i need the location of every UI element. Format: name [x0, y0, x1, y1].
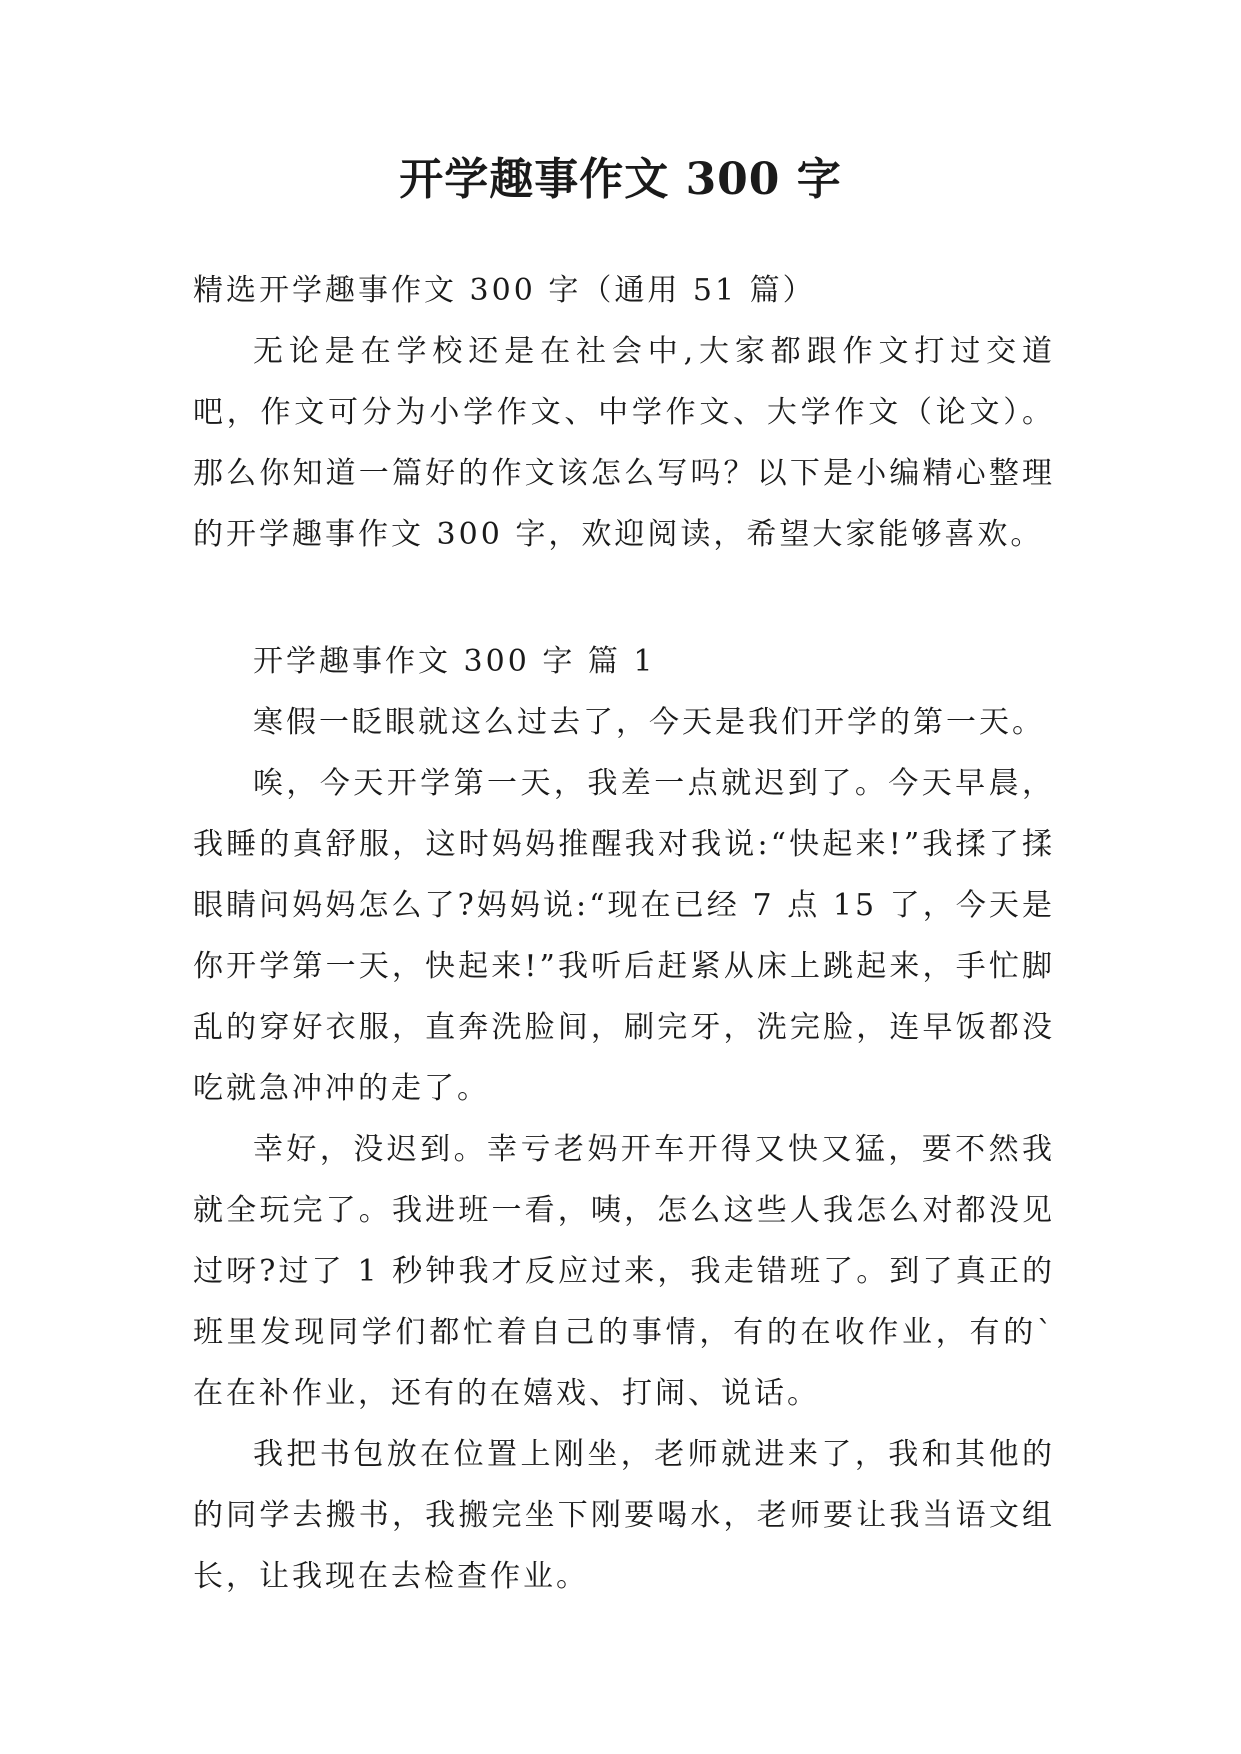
body-paragraph: 寒假一眨眼就这么过去了，今天是我们开学的第一天。	[253, 705, 1045, 740]
document-body	[193, 260, 1055, 1607]
body-paragraph: 幸好，没迟到。幸亏老妈开车开得又快又猛，要不然我就全玩完了。我进班一看，咦，怎么这些人我怎么对都没见过呀?过了 1 秒钟我才反应过来，我走错班了。到了真正的班里发现同学们都忙着自己的事情，有的在收作业，有的`在在补作业，还有的在嬉戏、打闹、说话。	[193, 1132, 1055, 1411]
document-subtitle: 精选开学趣事作文 300 字（通用 51 篇）	[193, 273, 816, 308]
intro-paragraph: 无论是在学校还是在社会中,大家都跟作文打过交道吧，作文可分为小学作文、中学作文、大学作文（论文）。那么你知道一篇好的作文该怎么写吗？以下是小编精心整理的开学趣事作文 300 字，欢迎阅读，希望大家能够喜欢。	[193, 334, 1055, 552]
body-paragraph: 我把书包放在位置上刚坐，老师就进来了，我和其他的的同学去搬书，我搬完坐下刚要喝水，老师要让我当语文组长，让我现在去检查作业。	[193, 1437, 1055, 1594]
document-title: 开学趣事作文 300 字	[399, 154, 842, 205]
body-paragraph: 唉，今天开学第一天，我差一点就迟到了。今天早晨，我睡的真舒服，这时妈妈推醒我对我说:“快起来!”我揉了揉眼睛问妈妈怎么了?妈妈说:“现在已经 7 点 15 了，今天是你开学第一天，快起来!”我听后赶紧从床上跳起来，手忙脚乱的穿好衣服，直奔洗脸间，刷完牙，洗完脸，连早饭都没吃就急冲冲的走了。	[193, 766, 1055, 1106]
section-heading: 开学趣事作文 300 字 篇 1	[253, 644, 656, 679]
